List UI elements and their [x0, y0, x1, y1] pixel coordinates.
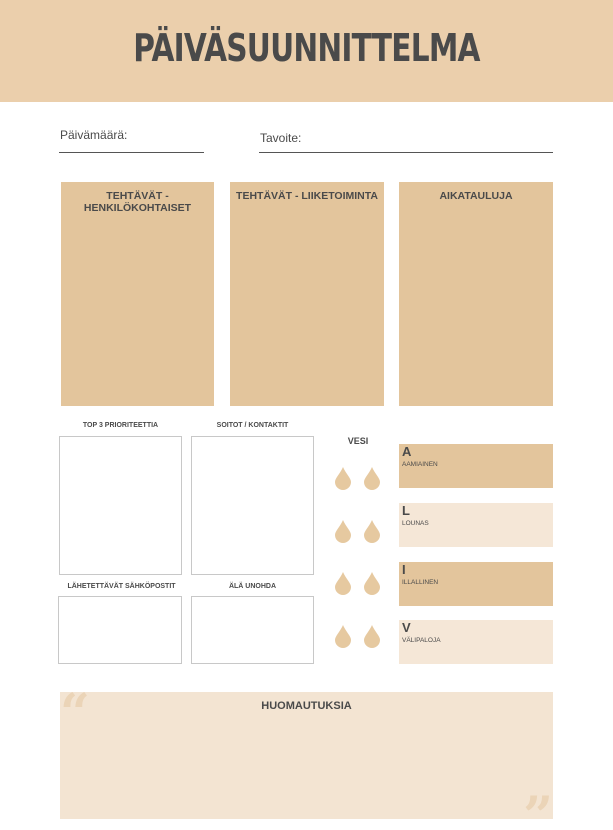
top3-label: TOP 3 PRIORITEETTIA	[82, 422, 159, 429]
personal-tasks-title: TEHTÄVÄT - HENKILÖKOHTAISET	[83, 190, 192, 214]
personal-tasks-box[interactable]	[61, 182, 214, 406]
meal-letter: A	[402, 444, 412, 459]
meal-letter: V	[402, 620, 411, 635]
business-tasks-box[interactable]	[230, 182, 384, 406]
schedule-box[interactable]	[399, 182, 553, 406]
calls-box[interactable]	[191, 436, 314, 575]
meal-label: VÄLIPALOJA	[402, 637, 441, 644]
date-label: Päivämäärä:	[60, 128, 128, 142]
close-quote-icon: ”	[523, 786, 553, 830]
water-label: VESI	[347, 436, 369, 446]
water-drop-icon[interactable]	[334, 571, 352, 595]
water-drop-icon[interactable]	[363, 466, 381, 490]
notes-title: HUOMAUTUKSIA	[261, 700, 352, 712]
water-drop-icon[interactable]	[334, 466, 352, 490]
meal-label: LOUNAS	[402, 520, 429, 527]
meal-breakfast-box[interactable]	[399, 444, 553, 488]
goal-field[interactable]	[259, 152, 553, 153]
meal-letter: L	[402, 503, 410, 518]
water-drop-icon[interactable]	[363, 519, 381, 543]
meal-lunch-box[interactable]	[399, 503, 553, 547]
meal-letter: I	[402, 562, 406, 577]
water-drop-icon[interactable]	[363, 624, 381, 648]
dont-forget-box[interactable]	[191, 596, 314, 664]
top3-box[interactable]	[59, 436, 182, 575]
meal-label: ILLALLINEN	[402, 579, 439, 586]
goal-label: Tavoite:	[260, 131, 302, 145]
water-drop-icon[interactable]	[334, 519, 352, 543]
dont-forget-label: ÄLÄ UNOHDA	[228, 583, 277, 590]
open-quote-icon: “	[60, 683, 90, 744]
water-drop-icon[interactable]	[334, 624, 352, 648]
meal-snacks-box[interactable]	[399, 620, 553, 664]
water-drop-icon[interactable]	[363, 571, 381, 595]
header-band	[0, 0, 613, 102]
emails-label: LÄHETETTÄVÄT SÄHKÖPOSTIT	[67, 583, 176, 590]
date-field[interactable]	[59, 152, 204, 153]
notes-box[interactable]	[60, 683, 553, 830]
business-tasks-title: TEHTÄVÄT - LIIKETOIMINTA	[236, 190, 378, 202]
schedule-title: AIKATAULUJA	[439, 190, 513, 202]
calls-label: SOITOT / KONTAKTIT	[216, 422, 289, 429]
page-title: PÄIVÄSUUNNITTELMA	[133, 26, 480, 70]
emails-box[interactable]	[58, 596, 182, 664]
meal-label: AAMIAINEN	[402, 461, 438, 468]
meal-dinner-box[interactable]	[399, 562, 553, 606]
